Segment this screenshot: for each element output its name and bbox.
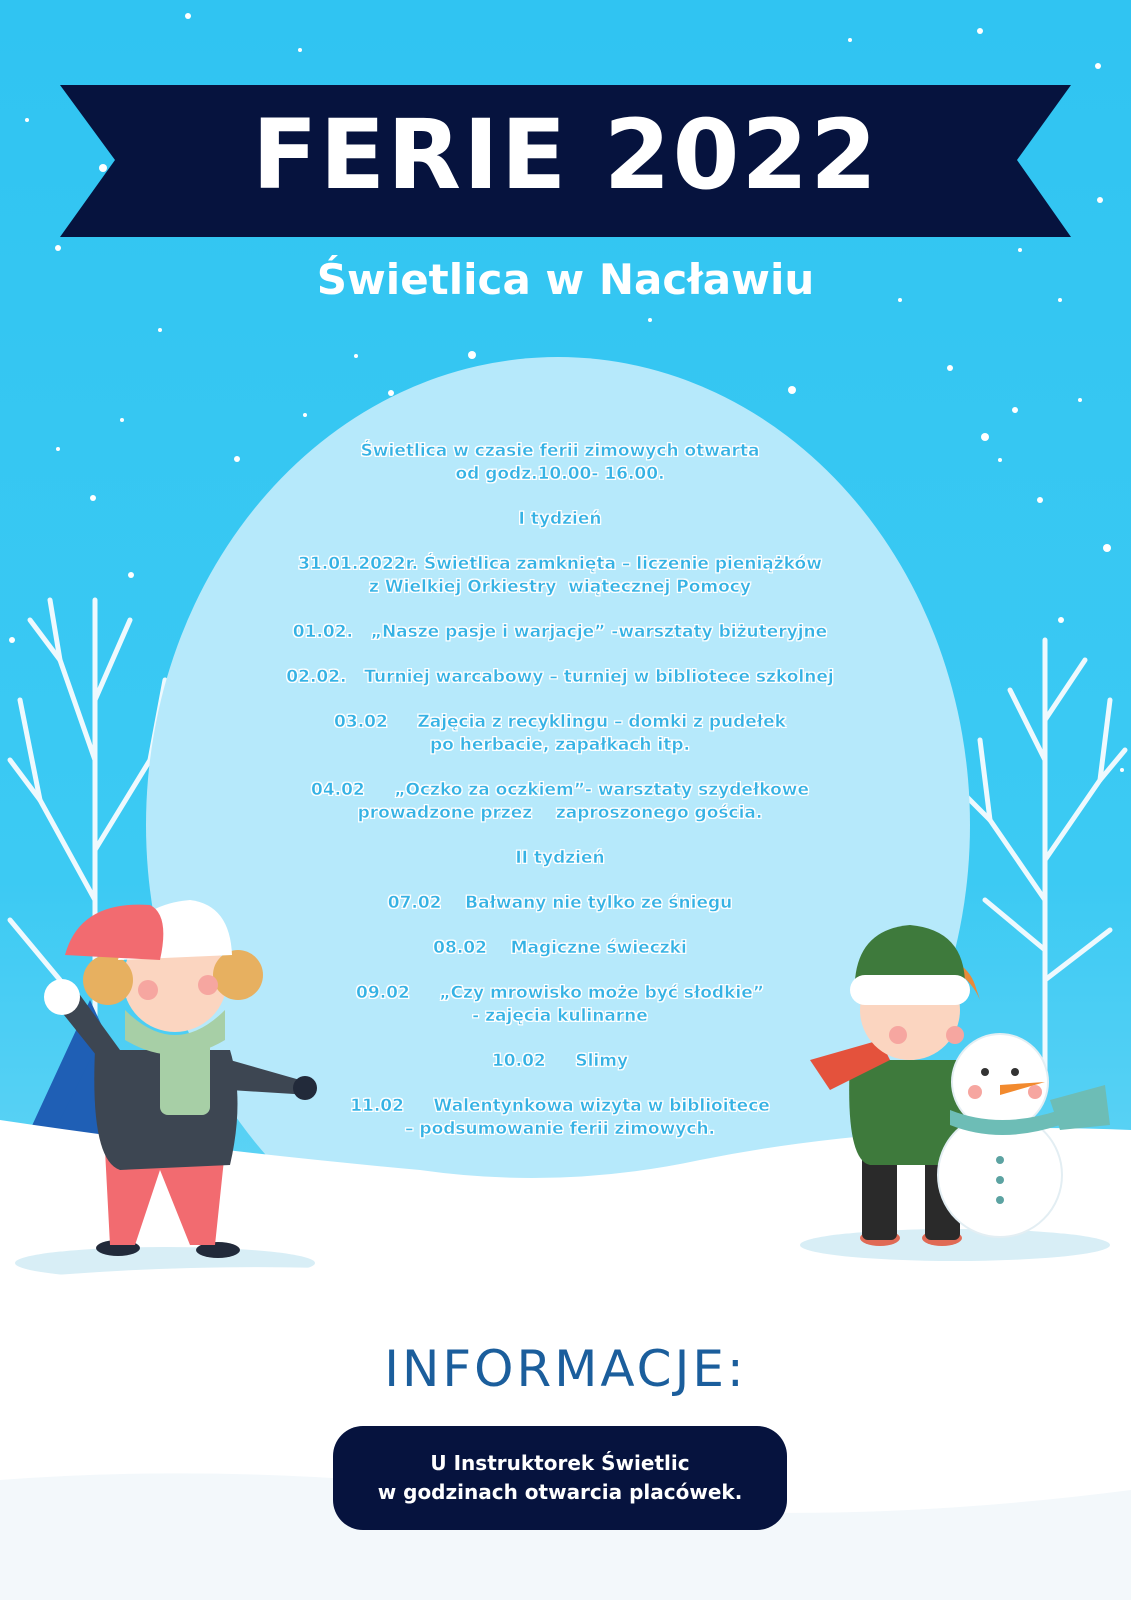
schedule-entry-line: – podsumowanie ferii zimowych. (404, 1119, 716, 1139)
info-box-line-1: U Instruktorek Świetlic (430, 1451, 690, 1475)
schedule-entry (200, 779, 920, 825)
schedule-entry-line: 31.01.2022r. Świetlica zamknięta – liczenie pieniążków (298, 554, 822, 574)
schedule-entry (200, 440, 920, 486)
schedule-entry-line: 10.02 Slimy (491, 1051, 629, 1071)
info-box (333, 1426, 787, 1530)
page-title: FERIE 2022 (252, 99, 879, 211)
schedule-entry (200, 1095, 920, 1141)
schedule-entry (200, 621, 920, 644)
tree-right (960, 640, 1125, 1080)
schedule-entry (200, 937, 920, 960)
schedule-entry-line: prowadzone przez zaproszonego gościa. (357, 803, 763, 823)
info-box-line-2: w godzinach otwarcia placówek. (377, 1480, 743, 1504)
schedule-entry (200, 847, 920, 870)
schedule-entry (200, 508, 920, 531)
schedule-entry (200, 666, 920, 689)
schedule-entry (200, 892, 920, 915)
schedule-entry-line: - zajęcia kulinarne (472, 1006, 648, 1026)
schedule-entry-line: od godz.10.00- 16.00. (455, 464, 665, 484)
schedule-entry-line: 04.02 „Oczko za oczkiem”- warsztaty szydełkowe (310, 780, 810, 800)
info-heading: INFORMACJE: (384, 1340, 747, 1398)
schedule-entry-line: 07.02 Bałwany nie tylko ze śniegu (387, 893, 733, 913)
schedule-entry-line: Świetlica w czasie ferii zimowych otwarta (360, 441, 760, 461)
schedule-entry (200, 982, 920, 1028)
schedule-entry-line: 11.02 Walentynkowa wizyta w biblioitece (350, 1096, 770, 1116)
schedule-entry (200, 711, 920, 757)
schedule-entry-line: po herbacie, zapałkach itp. (429, 735, 690, 755)
schedule-entry-line: 03.02 Zajęcia z recyklingu – domki z pudełek (334, 712, 786, 732)
schedule-entry-line: 09.02 „Czy mrowisko może być słodkie” (356, 983, 764, 1003)
schedule-entry (200, 1050, 920, 1073)
schedule-entry-line: 01.02. „Nasze pasje i warjacje” -warsztaty biżuteryjne (292, 622, 828, 642)
schedule-entry-line: 08.02 Magiczne świeczki (433, 938, 687, 958)
schedule-list (200, 440, 920, 1163)
schedule-entry-line: I tydzień (518, 509, 602, 529)
schedule-entry (200, 553, 920, 599)
schedule-entry-line: z Wielkiej Orkiestry wiątecznej Pomocy (369, 577, 751, 597)
schedule-entry-line: 02.02. Turniej warcabowy – turniej w bibliotece szkolnej (286, 667, 834, 687)
schedule-entry-line: II tydzień (515, 848, 605, 868)
page-subtitle: Świetlica w Nacławiu (316, 255, 815, 304)
